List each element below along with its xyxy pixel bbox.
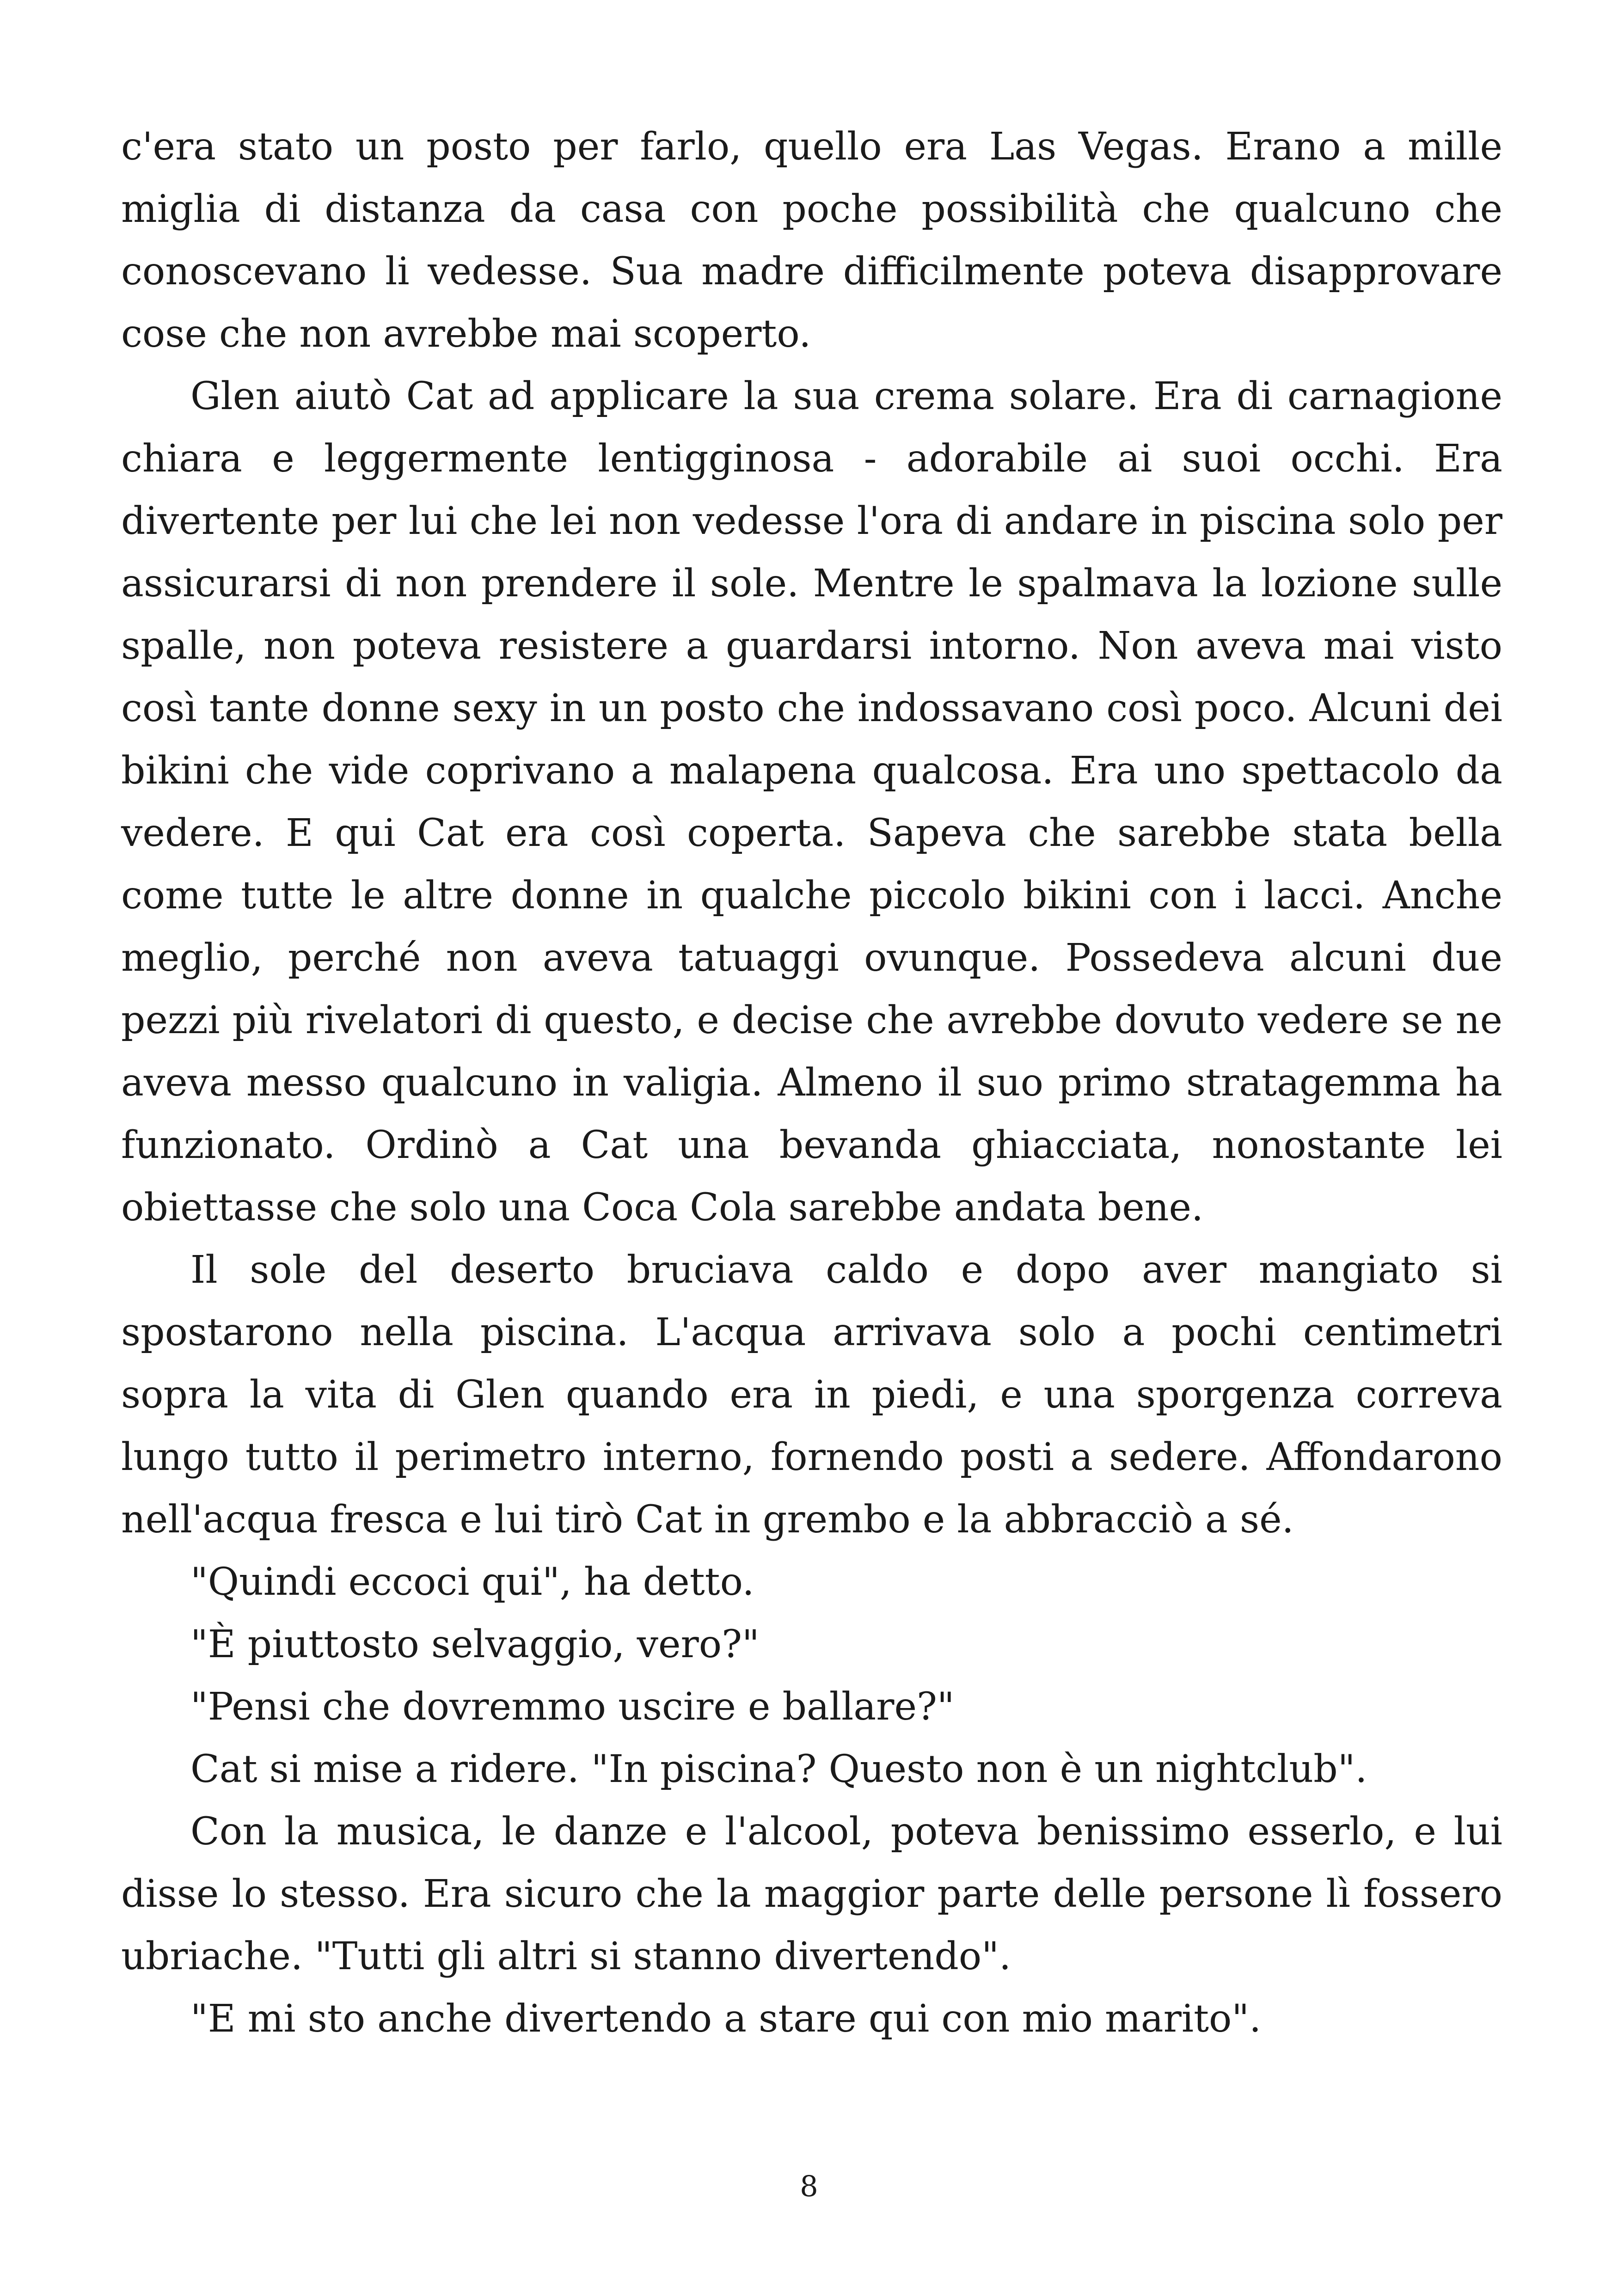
paragraph-3: Il sole del deserto bruciava caldo e dopo aver mangiato si spostarono nella piscina. L'acqua arrivava solo a pochi centimetri sopra la vita di Glen quando era in piedi, e una sporgenza correva lungo tutto il perimetro interno, fornendo posti a sedere. Affondarono nell'acqua fresca e lui tirò Cat in grembo e la abbracciò a sé. (121, 1248, 1502, 1542)
paragraph-9: "E mi sto anche divertendo a stare qui con mio marito". (190, 1997, 1262, 2041)
page-number: 8 (800, 2169, 818, 2203)
paragraph-5: "È piuttosto selvaggio, vero?" (190, 1623, 760, 1666)
paragraph-2: Glen aiutò Cat ad applicare la sua crema solare. Era di carnagione chiara e leggermente lentigginosa - adorabile ai suoi occhi. Era divertente per lui che lei non vedesse l'ora di andare in piscina solo per assicurarsi di non prendere il sole. Mentre le spalmava la lozione sulle spalle, non poteva resistere a guardarsi intorno. Non aveva mai visto così tante donne sexy in un posto che indossavano così poco. Alcuni dei bikini che vide coprivano a malapena qualcosa. Era uno spettacolo da vedere. E qui Cat era così coperta. Sapeva che sarebbe stata bella come tutte le altre donne in qualche piccolo bikini con i lacci. Anche meglio, perché non aveva tatuaggi ovunque. Possedeva alcuni due pezzi più rivelatori di questo, e decise che avrebbe dovuto vedere se ne aveva messo qualcuno in valigia. Almeno il suo primo stratagemma ha funzionato. Ordinò a Cat una bevanda ghiacciata, nonostante lei obiettasse che solo una Coca Cola sarebbe andata bene. (121, 374, 1502, 1230)
paragraph-4: "Quindi eccoci qui", ha detto. (190, 1560, 754, 1604)
page-body (121, 116, 1502, 2050)
paragraph-8: Con la musica, le danze e l'alcool, poteva benissimo esserlo, e lui disse lo stesso. Era sicuro che la maggior parte delle persone lì fossero ubriache. "Tutti gli altri si stanno divertendo". (121, 1810, 1502, 1978)
paragraph-1: c'era stato un posto per farlo, quello era Las Vegas. Erano a mille miglia di distanza da casa con poche possibilità che qualcuno che conoscevano li vedesse. Sua madre difficilmente poteva disapprovare cose che non avrebbe mai scoperto. (121, 125, 1502, 356)
paragraph-7: Cat si mise a ridere. "In piscina? Questo non è un nightclub". (190, 1747, 1367, 1791)
paragraph-6: "Pensi che dovremmo uscire e ballare?" (190, 1685, 955, 1729)
